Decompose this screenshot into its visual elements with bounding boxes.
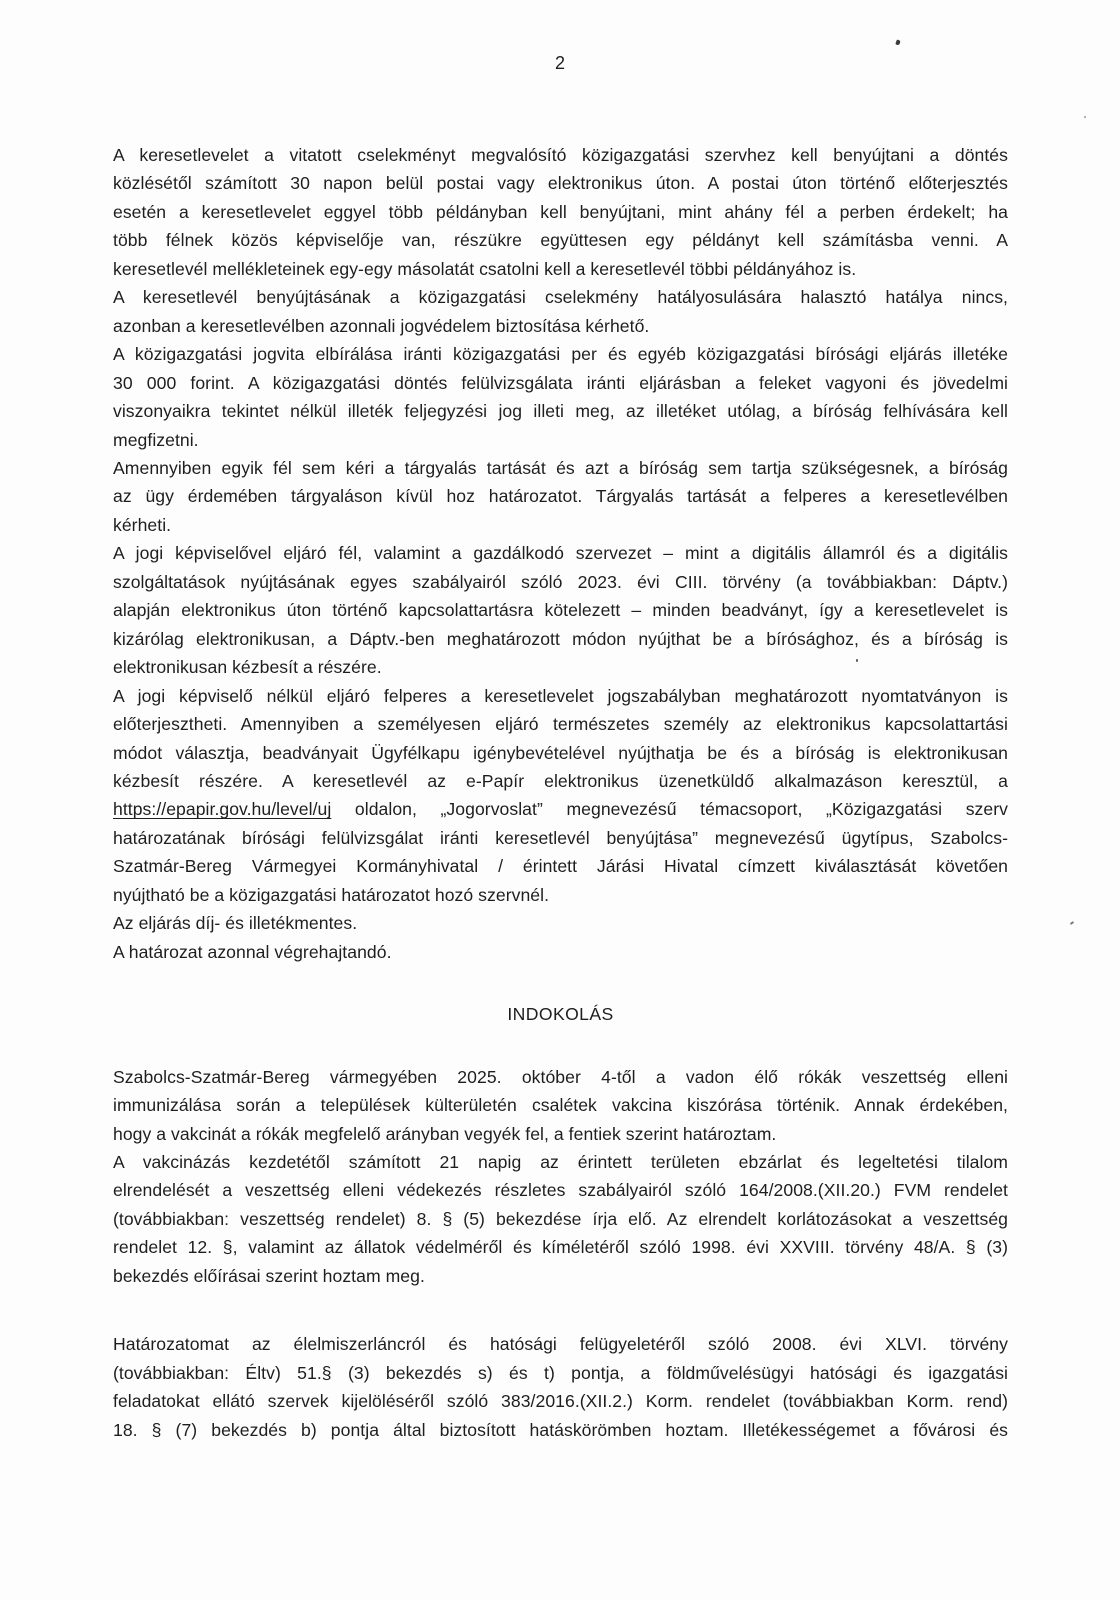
- paragraph: [113, 283, 1008, 340]
- paragraph: [113, 454, 1008, 539]
- scan-artifact: [1084, 116, 1086, 118]
- text-line: megfizetni.: [113, 429, 199, 450]
- text-line: (továbbiakban: veszettség rendelet) 8. § (5) bekezdése írja elő. Az elrendelt korlátozásokat a veszettség: [113, 1208, 1008, 1229]
- text-line: (továbbiakban: Éltv) 51.§ (3) bekezdés s) és t) pontja, a földművelésügyi hatósági és igazgatási: [113, 1362, 1008, 1383]
- text-line: A jogi képviselővel eljáró fél, valamint a gazdálkodó szervezet – mint a digitális államról és a digitális: [113, 543, 1008, 564]
- text-line: A közigazgatási jogvita elbírálása iránti közigazgatási per és egyéb közigazgatási bírósági eljárás illetéke: [113, 344, 1008, 365]
- paragraph: [113, 1148, 1008, 1290]
- text-line: Az eljárás díj- és illetékmentes.: [113, 913, 358, 934]
- paragraph: [113, 682, 1008, 910]
- paragraph: [113, 340, 1008, 454]
- text-line: előterjesztheti. Amennyiben a személyesen eljáró természetes személy az elektronikus kapcsolattartási: [113, 714, 1008, 735]
- paragraph: [113, 1330, 1008, 1444]
- text-line: rendelet 12. §, valamint az állatok védelméről és kíméletéről szóló 1998. évi XXVIII. törvény 48/A. § (3): [113, 1237, 1008, 1258]
- paragraph: [113, 1063, 1008, 1148]
- paragraph: [113, 539, 1008, 681]
- text-line: az ügy érdemében tárgyaláson kívül hoz határozatot. Tárgyalás tartását a felperes a keresetlevélben: [113, 486, 1008, 507]
- text-line: alapján elektronikus úton történő kapcsolattartásra kötelezett – minden beadványt, így a keresetlevelet is: [113, 600, 1008, 621]
- scan-artifact: [1070, 921, 1074, 925]
- text-line: A jogi képviselő nélkül eljáró felperes a keresetlevelet jogszabályban meghatározott nyomtatványon is: [113, 685, 1008, 706]
- text-line: Szatmár-Bereg Vármegyei Kormányhivatal / érintett Járási Hivatal címzett kiválasztását követően: [113, 856, 1008, 877]
- text-line: nyújtható be a közigazgatási határozatot hozó szervnél.: [113, 884, 550, 905]
- paragraph: [113, 141, 1008, 283]
- document-body: [113, 141, 1008, 1444]
- text-line: módot választja, beadványait Ügyfélkapu igénybevételével nyújthatja be és a bíróság is elektronikusan: [113, 742, 1008, 763]
- paragraph-spacer: [113, 1290, 1008, 1330]
- text-line: viszonyaikra tekintet nélkül illeték feljegyzési jog illeti meg, az illetéket utólag, a bíróság felhívására kell: [113, 401, 1008, 422]
- text-line: azonban a keresetlevélben azonnali jogvédelem biztosítása kérhető.: [113, 315, 650, 336]
- text-line: elrendelését a veszettség elleni védekezés részletes szabályairól szóló 164/2008.(XII.20.) FVM rendelet: [113, 1180, 1008, 1201]
- text-line: kérheti.: [113, 514, 172, 535]
- text-line: https://epapir.gov.hu/level/uj oldalon, „Jogorvoslat” megnevezésű témacsoport, „Közigazgatási szerv: [113, 799, 1008, 820]
- text-line: immunizálása során a települések külterületén csalétek vakcina kiszórása történik. Annak érdekében,: [113, 1095, 1008, 1116]
- text-line: A vakcinázás kezdetétől számított 21 napig az érintett területen ebzárlat és legeltetési tilalom: [113, 1151, 1008, 1172]
- text-line: Szabolcs-Szatmár-Bereg vármegyében 2025. október 4-től a vadon élő rókák veszettség elleni: [113, 1066, 1008, 1087]
- text-line: A határozat azonnal végrehajtandó.: [113, 941, 392, 962]
- text-line: elektronikusan kézbesít a részére.: [113, 657, 382, 678]
- text-line: közlésétől számított 30 napon belül postai vagy elektronikus úton. A postai úton történő előterjesztés: [113, 173, 1008, 194]
- text-line: bekezdés előírásai szerint hoztam meg.: [113, 1265, 425, 1286]
- text-line: A keresetlevél benyújtásának a közigazgatási cselekmény hatályosulására halasztó hatálya nincs,: [113, 287, 1008, 308]
- text-line: A keresetlevelet a vitatott cselekményt megvalósító közigazgatási szervhez kell benyújtani a döntés: [113, 145, 1008, 165]
- text-line: feladatokat ellátó szervek kijelöléséről szóló 383/2016.(XII.2.) Korm. rendelet (továbbiakban Korm. rend): [113, 1391, 1008, 1412]
- page-number: 2: [554, 53, 565, 73]
- section-heading: INDOKOLÁS: [507, 1004, 614, 1025]
- scan-artifact: [856, 659, 858, 662]
- text-line: határozatának bírósági felülvizsgálat iránti keresetlevél benyújtása” megnevezésű ügytípus, Szabolcs-: [113, 827, 1008, 848]
- text-line: 30 000 forint. A közigazgatási döntés felülvizsgálata iránti eljárásban a feleket vagyoni és jövedelmi: [113, 372, 1008, 393]
- text-line: szolgáltatások nyújtásának egyes szabályairól szóló 2023. évi CIII. törvény (a továbbiakban: Dáptv.): [113, 571, 1008, 592]
- text-line: keresetlevél mellékleteinek egy-egy másolatát csatolni kell a keresetlevél többi példányához is.: [113, 258, 857, 279]
- text-line: több félnek közös képviselője van, részükre együttesen egy példányt kell számításba venni. A: [113, 230, 1008, 251]
- scan-artifact: [895, 39, 900, 45]
- paragraph: [113, 938, 1008, 966]
- text-line: kizárólag elektronikusan, a Dáptv.-ben meghatározott módon nyújthat be a bírósághoz, és a bíróság is: [113, 628, 1008, 649]
- text-line: hogy a vakcinát a rókák megfelelő arányban vegyék fel, a fentiek szerint határoztam.: [113, 1123, 777, 1144]
- text-line: 18. § (7) bekezdés b) pontja által biztosított hatáskörömben hoztam. Illetékességemet a fővárosi és: [113, 1419, 1008, 1440]
- text-line: Amennyiben egyik fél sem kéri a tárgyalás tartását és azt a bíróság sem tartja szükségesnek, a bíróság: [113, 457, 1008, 478]
- text-line: kézbesít részére. A keresetlevél az e-Papír elektronikus üzenetküldő alkalmazáson keresztül, a: [113, 770, 1008, 791]
- text-line: esetén a keresetlevelet eggyel több példányban kell benyújtani, mint ahány fél a perben érdekelt; ha: [113, 201, 1008, 222]
- text-line: Határozatomat az élelmiszerláncról és hatósági felügyeletéről szóló 2008. évi XLVI. törvény: [113, 1334, 1008, 1355]
- paragraph: [113, 909, 1008, 937]
- epapir-link[interactable]: https://epapir.gov.hu/level/uj: [113, 799, 332, 820]
